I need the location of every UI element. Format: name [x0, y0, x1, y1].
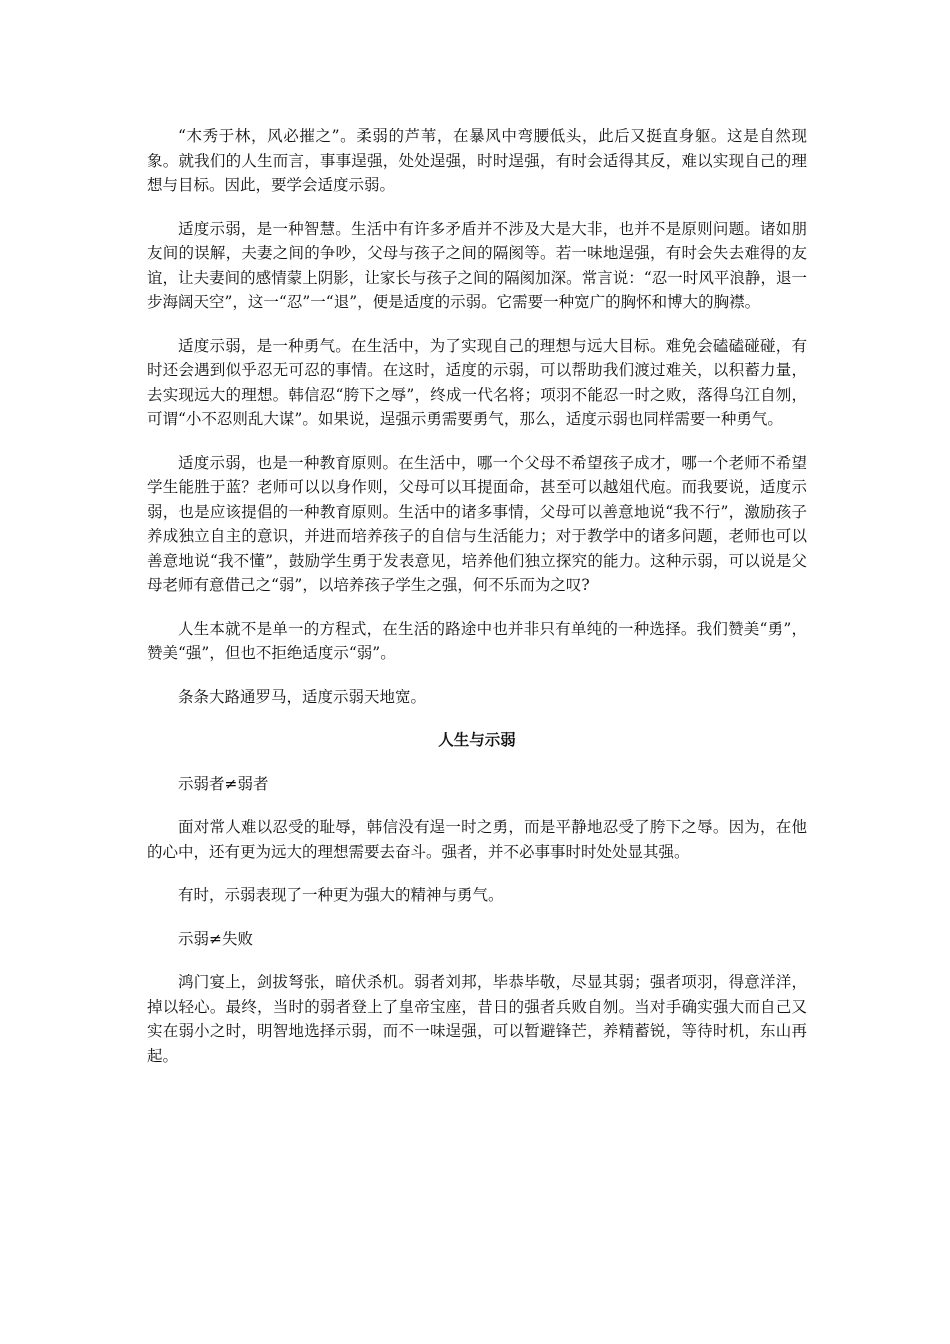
paragraph-2: 适度示弱，是一种智慧。生活中有许多矛盾并不涉及大是大非，也并不是原则问题。诸如朋友间的误解，夫妻之间的争吵，父母与孩子之间的隔阂等。若一味地逞强，有时会失去难得的友谊，让夫妻间的感情蒙上阴影，让家长与孩子之间的隔阂加深。常言说：“忍一时风平浪静，退一步海阔天空”，这一“忍”一“退”，便是适度的示弱。它需要一种宽广的胸怀和博大的胸襟。 — [147, 219, 807, 311]
paragraph-9: 鸿门宴上，剑拔弩张，暗伏杀机。弱者刘邦，毕恭毕敬，尽显其弱；强者项羽，得意洋洋，掉以轻心。最终，当时的弱者登上了皇帝宝座，昔日的强者兵败自刎。当对手确实强大而自己又实在弱小之时，明智地选择示弱，而不一味逞强，可以暂避锋芒，养精蓄锐，等待时机，东山再起。 — [147, 973, 807, 1065]
paragraph-8: 有时，示弱表现了一种更为强大的精神与勇气。 — [178, 886, 504, 904]
paragraph-4: 适度示弱，也是一种教育原则。在生活中，哪一个父母不希望孩子成才，哪一个老师不希望学生能胜于蓝？老师可以以身作则，父母可以耳提面命，甚至可以越俎代庖。而我要说，适度示弱，也是应该提倡的一种教育原则。生活中的诸多事情，父母可以善意地说“我不行”，激励孩子养成独立自主的意识，并进而培养孩子的自信与生活能力；对于教学中的诸多问题，老师也可以善意地说“我不懂”，鼓励学生勇于发表意见，培养他们独立探究的能力。这种示弱，可以说是父母老师有意借己之“弱”，以培养孩子学生之强，何不乐而为之叹? — [147, 453, 807, 594]
paragraph-3: 适度示弱，是一种勇气。在生活中，为了实现自己的理想与远大目标。难免会磕磕碰碰，有时还会遇到似乎忍无可忍的事情。在这时，适度的示弱，可以帮助我们渡过难关，以积蓄力量，去实现远大的理想。韩信忍“胯下之辱”，终成一代名将；项羽不能忍一时之败，落得乌江自刎，可谓“小不忍则乱大谋”。如果说，逞强示勇需要勇气，那么，适度示弱也同样需要一种勇气。 — [147, 336, 807, 428]
subheading-2: 示弱≠失败 — [178, 929, 253, 948]
paragraph-6: 条条大路通罗马，适度示弱天地宽。 — [178, 687, 427, 706]
section-heading: 人生与示弱 — [438, 731, 516, 749]
paragraph-1: “木秀于林，风必摧之”。柔弱的芦苇，在暴风中弯腰低头，此后又挺直身躯。这是自然现象。就我们的人生而言，事事逞强，处处逞强，时时逞强，有时会适得其反，难以实现自己的理想与目标。因此，要学会适度示弱。 — [147, 127, 807, 194]
paragraph-5: 人生本就不是单一的方程式，在生活的路途中也并非只有单纯的一种选择。我们赞美“勇”，赞美“强”，但也不拒绝适度示“弱”。 — [147, 619, 807, 662]
subheading-1: 示弱者≠弱者 — [178, 774, 269, 793]
document-body — [147, 124, 807, 1087]
paragraph-7: 面对常人难以忍受的耻辱，韩信没有逞一时之勇，而是平静地忍受了胯下之辱。因为，在他的心中，还有更为远大的理想需要去奋斗。强者，并不必事事时时处处显其强。 — [147, 818, 807, 861]
